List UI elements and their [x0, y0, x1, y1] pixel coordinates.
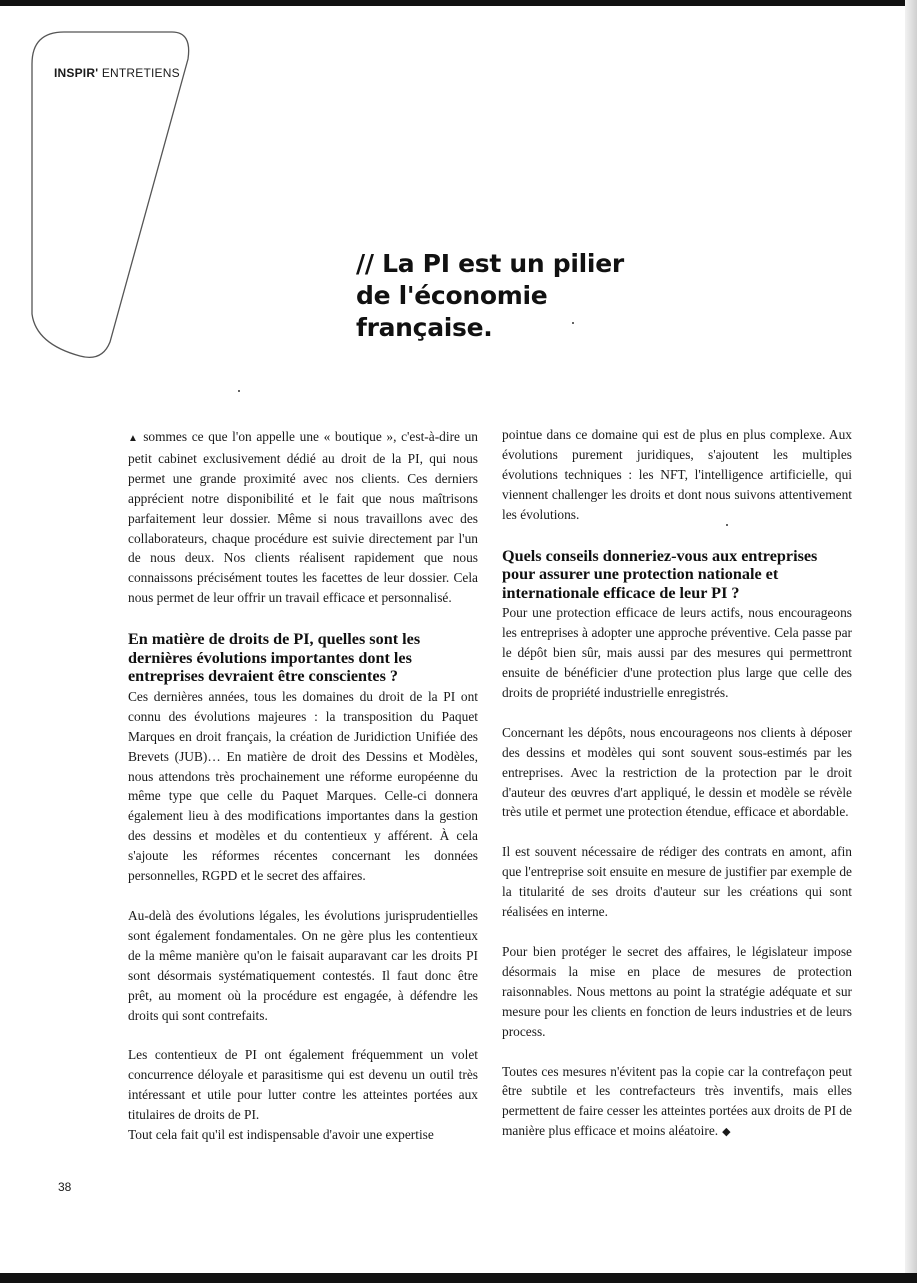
question-heading: En matière de droits de PI, quelles sont les dernières évolutions importantes dont les entreprises devraient être conscientes ? — [128, 630, 421, 686]
print-speck — [572, 322, 574, 324]
pull-quote-line-3: française. — [356, 313, 493, 342]
pull-quote-line-2: de l'économie — [356, 281, 548, 310]
print-speck — [238, 390, 240, 392]
paragraph: Tout cela fait qu'il est indispensable d'avoir une expertise — [128, 1127, 434, 1143]
end-diamond-icon: ◆ — [722, 1126, 731, 1139]
article-column-right — [502, 425, 852, 1143]
paragraph-text: sommes ce que l'on appelle une « boutique », c'est-à-dire un petit cabinet exclusivement dédié au droit de la PI, qui nous permet une grande proximité avec nos clients. Ces derniers apprécient notre disponibilité et le fait que nous maîtrisons parfaitement leur dossier. Même si nous travaillons avec des collaborateurs, chaque procédure est suivie directement par l'un de nous deux. Nos clients réalisent rapidement que nous connaissons précisément toutes les facettes de leur dossier. Cela nous permet de leur offrir un travail efficace et personnalisé. — [128, 429, 478, 606]
paragraph: Ces dernières années, tous les domaines du droit de la PI ont connu des évolutions majeures : la transposition du Paquet Marques en droit français, la création de Juridiction Unifiée des Brevets (JUB)… En matière de droit des Dessins et Modèles, nous attendons très prochainement une réforme européenne du même type que celle du Paquet Marques. Celle-ci donnera également lieu à des modifications importantes dans la gestion des dessins et modèles et du contentieux y afférent. À cela s'ajoute les réformes récentes concernant les données personnelles, RGPD et le secret des affaires. — [128, 688, 478, 884]
paragraph: Au-delà des évolutions légales, les évolutions jurisprudentielles sont également fondamentales. On ne gère plus les contentieux de la même manière qu'on le faisait auparavant car les droits PI sont désormais systématiquement contestés. Il faut donc être prêt, au moment où la procédure est engagée, à défendre les droits qui sont contrefaits. — [128, 908, 478, 1023]
bottom-border — [0, 1273, 917, 1283]
section-header — [54, 66, 180, 80]
paragraph — [502, 1062, 852, 1144]
paragraph-text: Toutes ces mesures n'évitent pas la copie car la contrefaçon peut être subtile et les contrefacteurs très inventifs, mais elles permettent de faire cesser les atteintes portées aux droits de PI de manière plus efficace et moins aléatoire. — [502, 1063, 852, 1139]
lead-triangle-icon: ▲ — [128, 433, 140, 444]
brand-label: INSPIR' — [54, 66, 99, 80]
paragraph: Concernant les dépôts, nous encourageons nos clients à déposer des dessins et modèles qui sont souvent sous-estimés par les entreprises. Avec la restriction de la protection par le droit d'auteur des œuvres d'art appliqué, le dessin et modèle se révèle très utile et permet une protection étendue, efficace et abordable. — [502, 724, 852, 820]
top-border — [0, 0, 917, 6]
pull-quote-line-1: // La PI est un pilier — [356, 249, 624, 278]
page-number: 38 — [58, 1180, 72, 1194]
paragraph: Les contentieux de PI ont également fréquemment un volet concurrence déloyale et parasitisme qui est devenu un outil très intéressant et utile pour lutter contre les atteintes portées aux titulaires de droits de PI. — [128, 1047, 478, 1123]
paragraph: Il est souvent nécessaire de rédiger des contrats en amont, afin que l'entreprise soit ensuite en mesure de justifier par exemple de la titularité de ses droits d'auteur sur les créations qui sont réalisées en interne. — [502, 844, 852, 920]
paragraph: Pour bien protéger le secret des affaires, le législateur impose désormais la mise en place de mesures de protection raisonnables. Nous mettons au point la stratégie adéquate et sur mesure pour les clients en fonction de leurs industries et de leurs process. — [502, 944, 852, 1039]
section-label: ENTRETIENS — [101, 66, 180, 80]
paragraph: pointue dans ce domaine qui est de plus en plus complexe. Aux évolutions purement juridiques, s'ajoutent les multiples évolutions techniques : les NFT, l'intelligence artificielle, qui viennent challenger les droits et dont nous suivons attentivement les évolutions. — [502, 427, 852, 522]
question-heading: Quels conseils donneriez-vous aux entreprises pour assurer une protection nationale et internationale efficace de leur PI ? — [502, 546, 818, 602]
page-edge-shadow — [905, 0, 917, 1283]
paragraph: Pour une protection efficace de leurs actifs, nous encourageons les entreprises à adopter une approche préventive. Cela passe par le dépôt bien sûr, mais aussi par des mesures qui permettront ensuite de bénéficier d'une protection plus large que celle des droits de propriété industrielle enregistrés. — [502, 605, 852, 700]
pull-quote — [356, 248, 696, 344]
paragraph — [128, 427, 478, 608]
article-column-left — [128, 427, 478, 1145]
